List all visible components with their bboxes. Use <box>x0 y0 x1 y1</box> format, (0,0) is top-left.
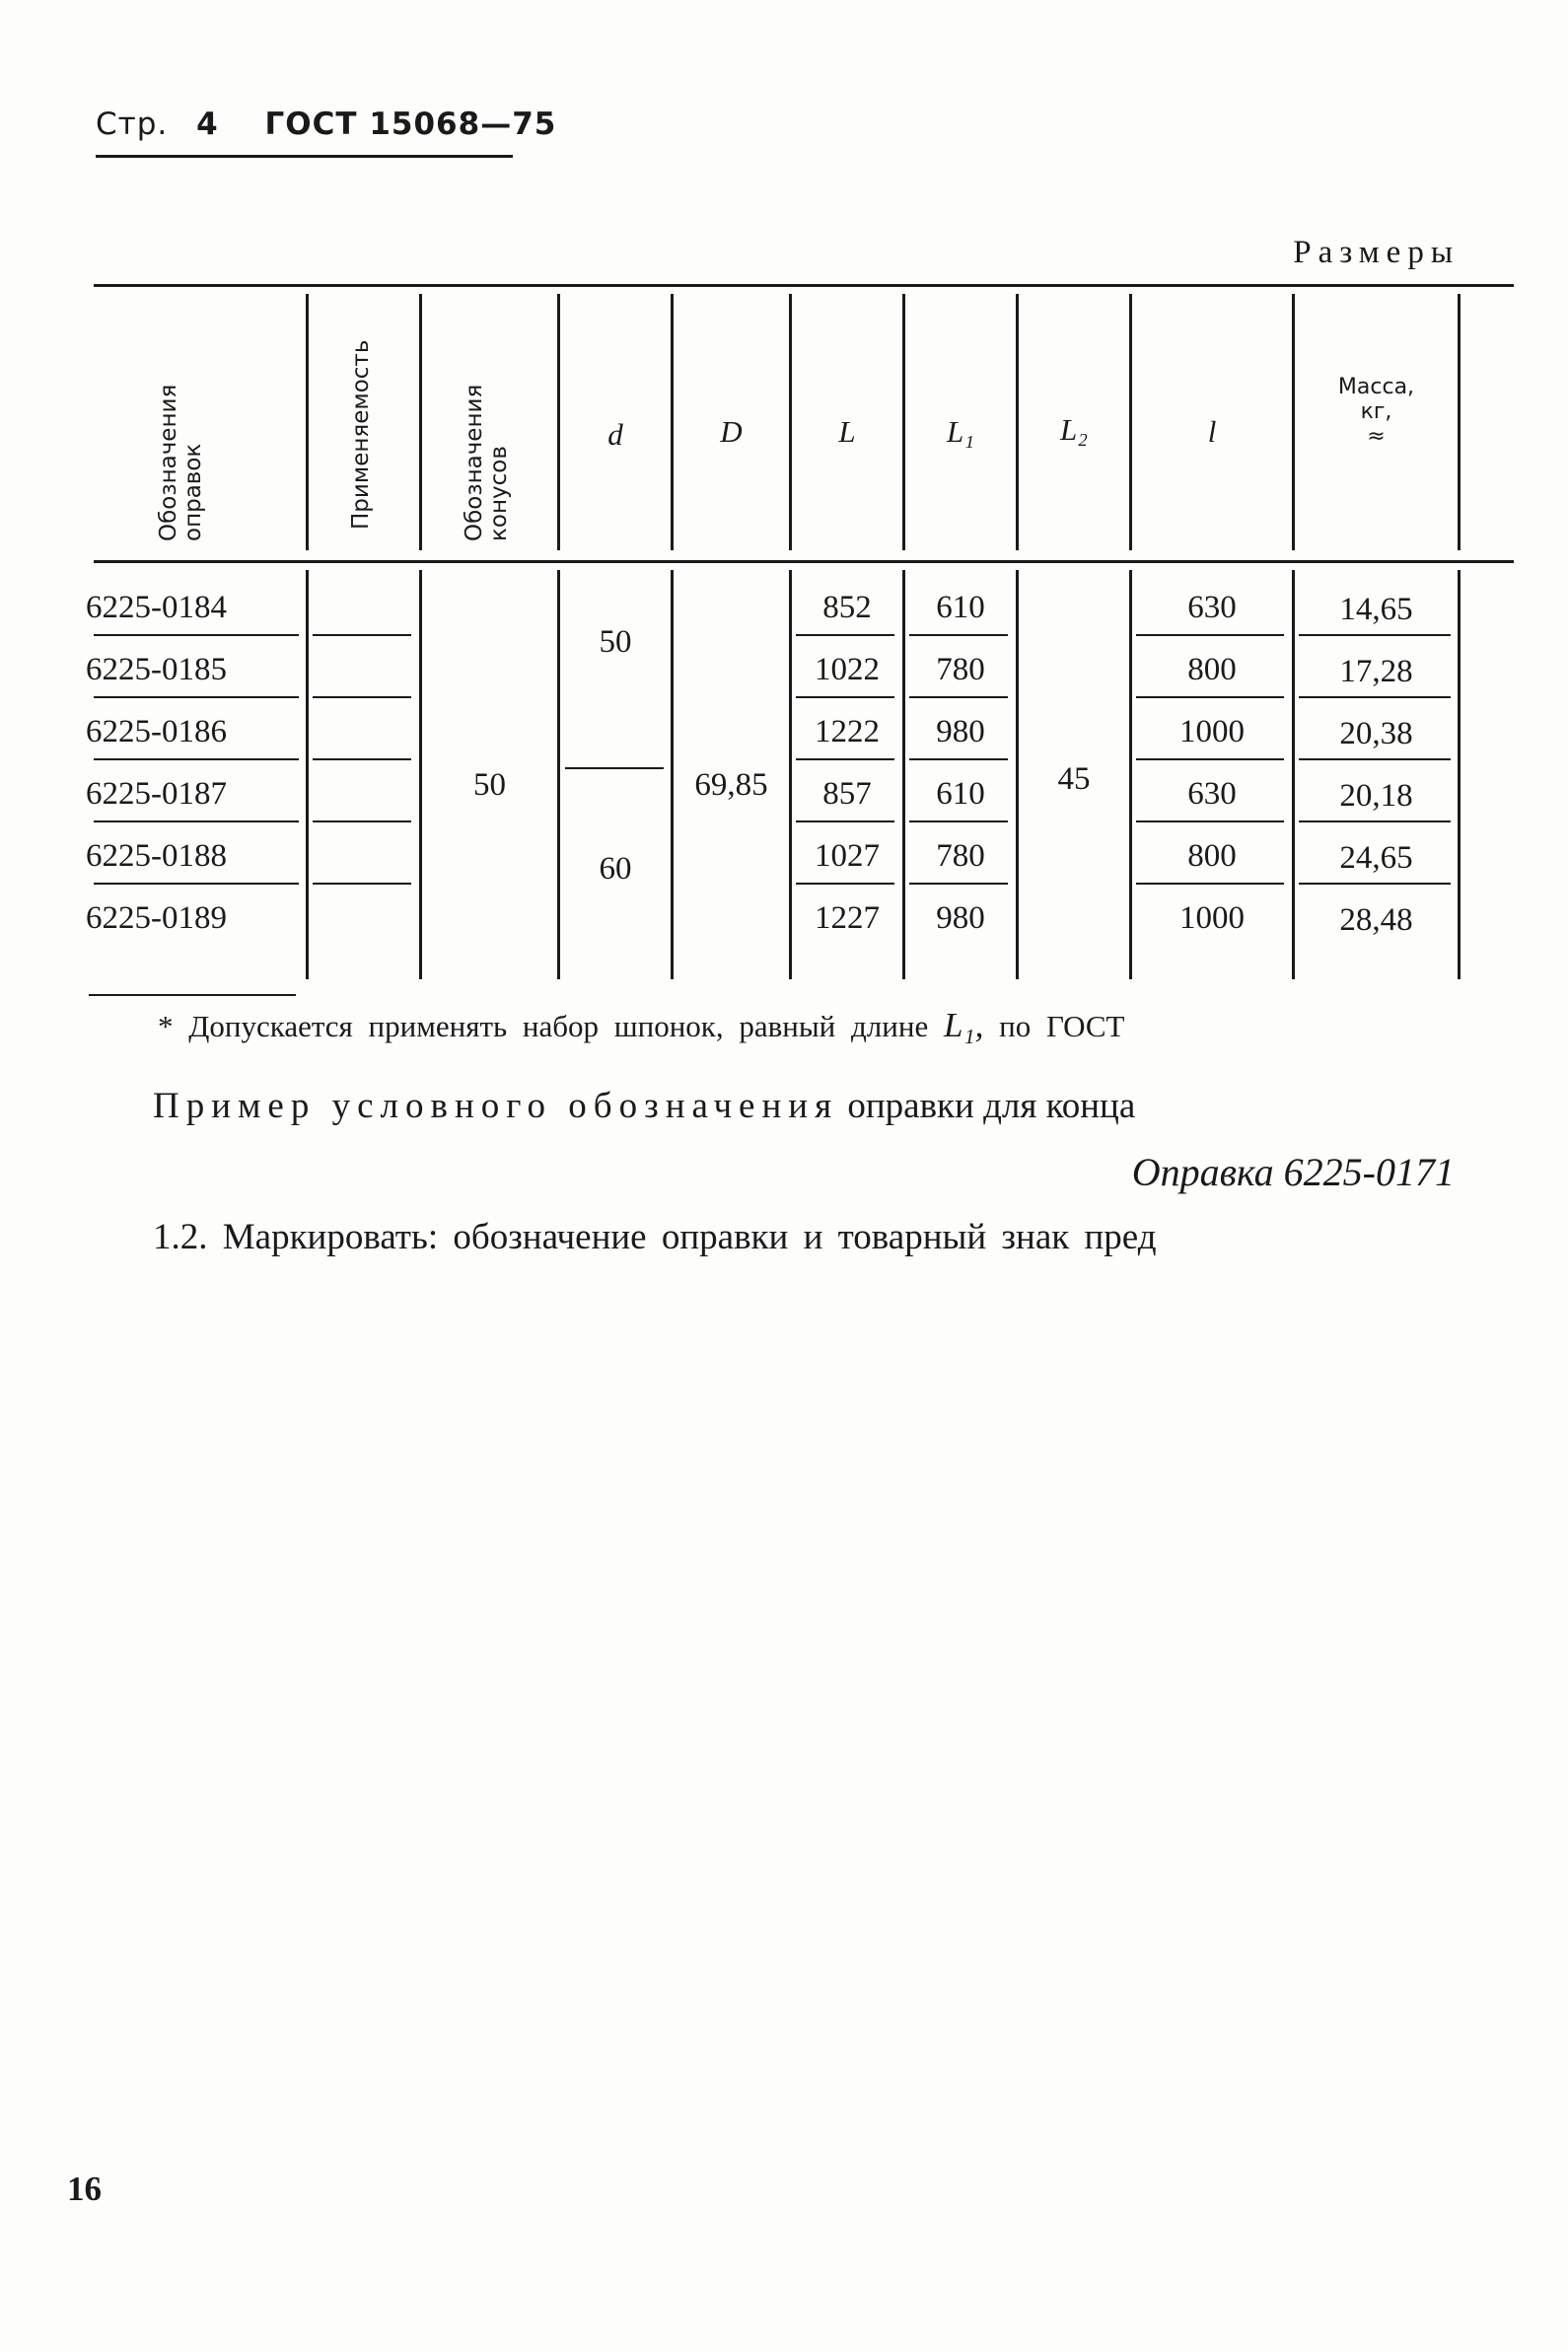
page-label: Стр. <box>96 107 169 142</box>
row-rule <box>1136 758 1284 760</box>
row-rule <box>94 696 299 698</box>
hdr-mass <box>1295 375 1458 449</box>
L1-cell: 980 <box>936 714 985 749</box>
table-top-rule <box>94 284 1514 287</box>
row-rule <box>313 758 411 760</box>
row-rule <box>313 883 411 885</box>
hdr-d: d <box>607 417 623 452</box>
row-rule <box>909 820 1008 822</box>
body-divider <box>306 570 309 979</box>
hdr-L: L <box>838 414 856 449</box>
row-rule <box>1299 696 1451 698</box>
L1-cell: 780 <box>936 838 985 874</box>
L2-cell: 45 <box>1057 761 1091 797</box>
row-rule <box>1136 634 1284 636</box>
header-rule <box>96 155 513 158</box>
hdr-designation-line2: оправок <box>180 443 206 541</box>
designation-cell: 6225-0184 <box>86 590 227 625</box>
l-cell: 630 <box>1187 776 1237 812</box>
hdr-L1: L₁ <box>946 414 975 449</box>
row-rule <box>796 758 894 760</box>
row-rule <box>1299 758 1451 760</box>
D-cell: 69,85 <box>694 767 768 803</box>
row-rule <box>1299 820 1451 822</box>
hdr-mass-line2: кг, <box>1360 399 1392 424</box>
row-rule <box>94 820 299 822</box>
row-rule <box>565 767 664 769</box>
L-cell: 1227 <box>815 900 880 936</box>
page-number: 4 <box>196 107 219 142</box>
row-rule <box>1299 634 1451 636</box>
dimensions-table <box>86 284 1514 984</box>
L1-cell: 610 <box>936 590 985 625</box>
hdr-designation-line1: Обозначения <box>156 384 181 541</box>
row-rule <box>1136 883 1284 885</box>
designation-cell: 6225-0186 <box>86 714 227 749</box>
paragraph-1-2: 1.2. Маркировать: обозначение оправки и товарный знак пред <box>153 1217 1157 1257</box>
cone-cell: 50 <box>473 767 506 803</box>
row-rule <box>1136 696 1284 698</box>
hdr-designation <box>157 324 208 541</box>
L1-cell: 980 <box>936 900 985 936</box>
mass-cell: 14,65 <box>1339 592 1413 627</box>
row-rule <box>94 883 299 885</box>
mass-cell: 24,65 <box>1339 840 1413 876</box>
row-rule <box>796 820 894 822</box>
mass-cell: 28,48 <box>1339 902 1413 938</box>
L-cell: 857 <box>822 776 872 812</box>
page-header <box>96 107 556 142</box>
hdr-D-outer: D <box>720 414 743 449</box>
mass-cell: 20,18 <box>1339 778 1413 814</box>
hdr-cone-line1: Обозначения <box>462 384 487 541</box>
hdr-l: l <box>1207 414 1217 449</box>
hdr-divider <box>1458 294 1461 550</box>
row-rule <box>796 634 894 636</box>
hdr-L2: L₂ <box>1059 412 1089 447</box>
L1-cell: 610 <box>936 776 985 812</box>
footnote <box>158 1006 1124 1045</box>
row-rule <box>909 696 1008 698</box>
row-rule <box>796 883 894 885</box>
hdr-cone-designation <box>463 324 514 541</box>
designation-cell: 6225-0189 <box>86 900 227 936</box>
body-divider <box>1458 570 1461 979</box>
L-cell: 1027 <box>815 838 880 874</box>
row-rule <box>909 634 1008 636</box>
designation-cell: 6225-0187 <box>86 776 227 812</box>
mass-cell: 17,28 <box>1339 654 1413 689</box>
hdr-mass-line3: ≈ <box>1367 424 1386 449</box>
mass-cell: 20,38 <box>1339 716 1413 751</box>
l-cell: 630 <box>1187 590 1237 625</box>
row-rule <box>909 883 1008 885</box>
l-cell: 800 <box>1187 652 1237 687</box>
d-cell: 60 <box>599 851 632 887</box>
designation-cell: 6225-0185 <box>86 652 227 687</box>
l-cell: 800 <box>1187 838 1237 874</box>
hdr-applicability-text: Применяемость <box>348 339 374 530</box>
folio-number: 16 <box>67 2170 102 2208</box>
row-rule <box>1136 820 1284 822</box>
example-spaced: Пример условного обозначения <box>153 1086 839 1126</box>
row-rule <box>1299 883 1451 885</box>
footnote-text: * Допускается применять набор шпонок, равный длине <box>158 1009 929 1043</box>
sizes-label: Размеры <box>1293 235 1460 270</box>
row-rule <box>313 634 411 636</box>
hdr-cone-line2: конусов <box>486 446 512 541</box>
standard-number: ГОСТ 15068—75 <box>264 107 557 142</box>
row-rule <box>909 758 1008 760</box>
footnote-rule <box>89 994 296 996</box>
hdr-divider <box>306 294 309 550</box>
hdr-applicability <box>349 313 377 530</box>
footnote-text-after: по ГОСТ <box>999 1009 1125 1043</box>
l-cell: 1000 <box>1179 900 1245 936</box>
L1-cell: 780 <box>936 652 985 687</box>
designation-cell: 6225-0188 <box>86 838 227 874</box>
example-heading <box>153 1085 1135 1127</box>
row-rule <box>94 758 299 760</box>
L-cell: 1222 <box>815 714 880 749</box>
row-rule <box>313 820 411 822</box>
example-rest: оправки для конца <box>847 1086 1136 1126</box>
row-rule <box>313 696 411 698</box>
hdr-mass-line1: Масса, <box>1337 375 1415 399</box>
L-cell: 852 <box>822 590 872 625</box>
row-rule <box>94 634 299 636</box>
hdr-divider <box>419 294 422 550</box>
example-designation: Оправка 6225-0171 <box>1131 1150 1455 1194</box>
table-header-rule <box>94 560 1514 563</box>
l-cell: 1000 <box>1179 714 1245 749</box>
L-cell: 1022 <box>815 652 880 687</box>
row-rule <box>796 696 894 698</box>
d-cell: 50 <box>599 624 632 660</box>
footnote-symbol: L₁, <box>943 1006 984 1044</box>
